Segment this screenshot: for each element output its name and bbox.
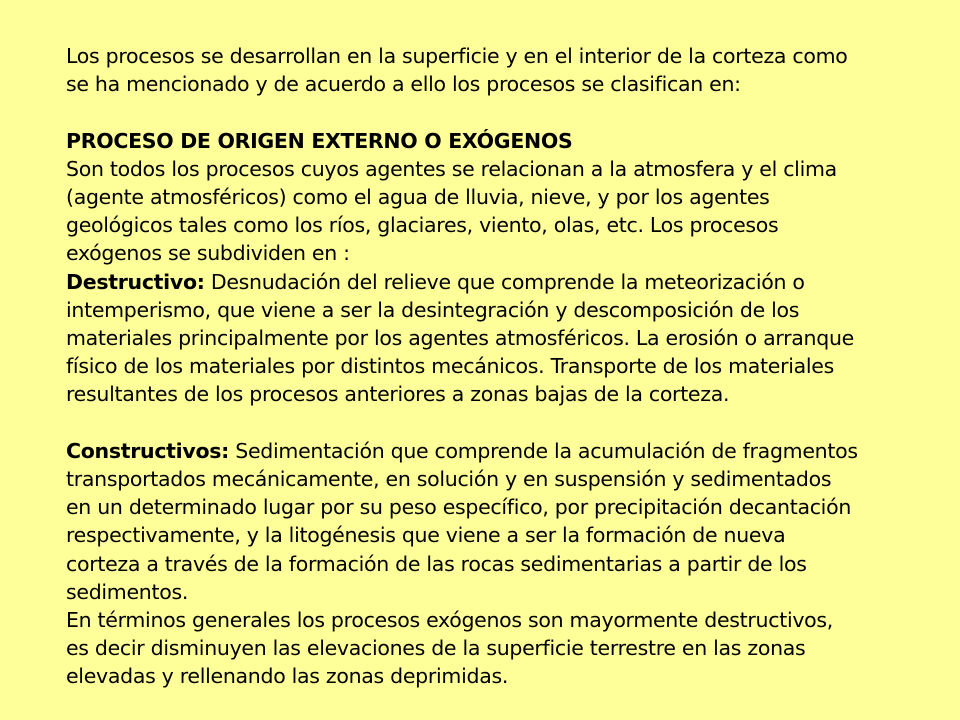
spacer — [66, 409, 920, 437]
destructive-text: Desnudación del relieve que comprende la meteorización o intemperismo, que viene a ser la desintegración y descomposición de los materiales principalmente por los agentes atmosféricos. La erosión o arranque físico de los materiales por distintos mecánicos. Transporte de los materiales resultantes de los procesos anteriores a zonas bajas de la corteza. — [66, 269, 854, 407]
section-heading: PROCESO DE ORIGEN EXTERNO O EXÓGENOS — [66, 128, 573, 153]
spacer — [66, 98, 920, 126]
intro-paragraph: Los procesos se desarrollan en la superficie y en el interior de la corteza como se ha mencionado y de acuerdo a ello los procesos se clasifican en: — [66, 44, 848, 97]
destructive-paragraph — [66, 268, 920, 409]
constructive-paragraph — [66, 437, 920, 606]
constructive-text: Sedimentación que comprende la acumulación de fragmentos transportados mecánicamente, en solución y en suspensión y sedimentados en un determinado lugar por su peso específico, por precipitación decantación respectivamente, y la litogénesis que viene a ser la formación de nueva corteza a través de la formación de las rocas sedimentarias a partir de los sedimentos. — [66, 438, 858, 604]
destructive-term: Destructivo: — [66, 269, 205, 294]
conclusion-paragraph: En términos generales los procesos exógenos son mayormente destructivos, es decir disminuyen las elevaciones de la superficie terrestre en las zonas elevadas y rellenando las zonas deprimidas. — [66, 608, 834, 689]
section-body: Son todos los procesos cuyos agentes se relacionan a la atmosfera y el clima (agente atmosféricos) como el agua de lluvia, nieve, y por los agentes geológicos tales como los ríos, glaciares, viento, olas, etc. Los procesos exógenos se subdividen en : — [66, 156, 837, 266]
constructive-term: Constructivos: — [66, 438, 230, 463]
